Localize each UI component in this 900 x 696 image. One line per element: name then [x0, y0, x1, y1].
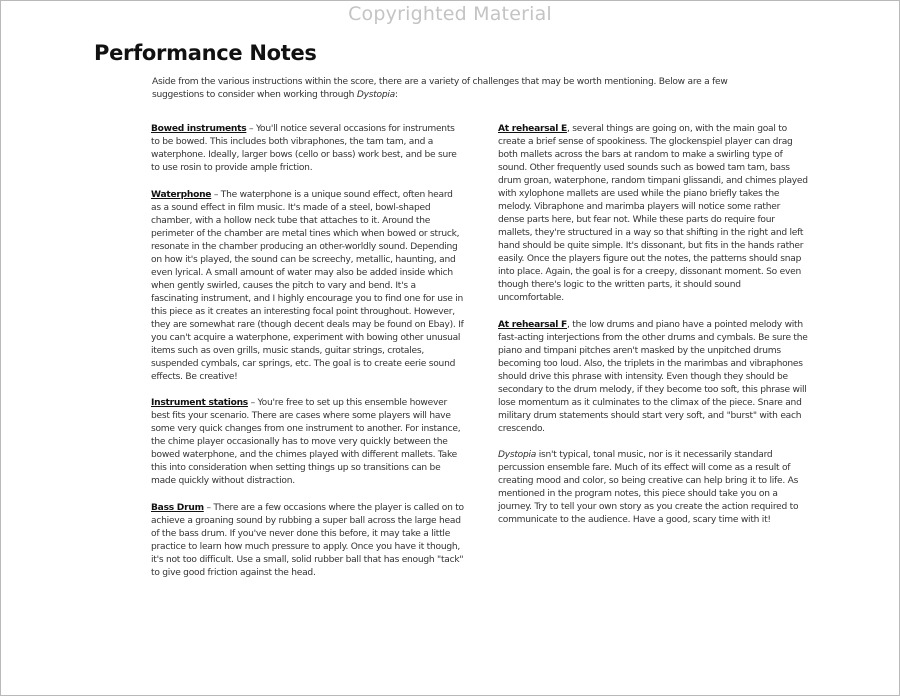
note-body: , several things are going on, with the main goal to create a brief sense of spookiness. The glockenspiel player can drag both mallets across the bars at random to make a swirling type of sound. Other frequently used sounds such as bowed tam tam, bass drum groan, waterphone, random timpani glissandi, and chimes played with xylophone mallets are used while the piano briefly takes the melody. Vibraphone and marimba players will notice some rather dense parts here, but fear not. While these parts do require four mallets, they're structured in a way so that shifting in the right and left hand should be quite simple. It's dissonant, but fits in the hands rather easily. Once the players figure out the notes, the patterns should snap into place. Again, the goal is for a creepy, dissonant moment. So even though there's logic to the written parts, it should sound uncomfortable.	[498, 124, 808, 303]
note-heading: At rehearsal F	[498, 319, 568, 330]
note-rehearsal-e	[498, 123, 808, 305]
note-bass-drum	[151, 502, 465, 580]
intro-text-end: :	[394, 90, 398, 100]
note-heading: Waterphone	[151, 189, 212, 200]
note-waterphone	[151, 189, 465, 384]
note-body: – The waterphone is a unique sound effect, often heard as a sound effect in film music. It's made of a steel, bowl-shaped chamber, with a hollow neck tube that attaches to it. Around the perimeter of the chamber are metal tines which when bowed or struck, resonate in the chamber producing an other-worldly sound. Depending on how it's played, the sound can be screechy, metallic, haunting, and even lyrical. A small amount of water may also be added inside which when gently swirled, causes the pitch to vary and bend. It's a fascinating instrument, and I highly encourage you to find one for use in this piece as it creates an interesting focal point throughout. However, they are somewhat rare (though decent deals may be found on Ebay). If you can't acquire a waterphone, experiment with bowing other unusual items such as oven grills, music stands, guitar strings, crotales, suspended cymbals, car springs, etc. The goal is to create eerie sound effects. Be creative!	[151, 189, 464, 382]
note-heading: Bass Drum	[151, 502, 204, 513]
copyright-watermark: Copyrighted Material	[348, 3, 552, 25]
note-closing	[498, 449, 808, 527]
intro-work-title: Dystopia	[356, 90, 395, 100]
note-rehearsal-f	[498, 319, 808, 436]
note-body: isn't typical, tonal music, nor is it necessarily standard percussion ensemble fare. Much of its effect will come as a result of creating mood and color, so being creative can help bring it to life. As mentioned in the program notes, this piece should take you on a journey. Try to tell your own story as you create the action required to communicate to the audience. Have a good, scary time with it!	[498, 450, 799, 525]
note-heading: Bowed instruments	[151, 124, 247, 134]
page-title: Performance Notes	[94, 41, 317, 65]
intro-paragraph	[152, 76, 764, 102]
note-heading: At rehearsal E	[498, 124, 568, 134]
closing-work-title: Dystopia	[498, 450, 537, 460]
note-bowed-instruments	[151, 123, 465, 175]
note-body: – There are a few occasions where the player is called on to achieve a groaning sound by rubbing a super ball across the large head of the bass drum. If you've never done this before, it may take a little practice to learn how much pressure to apply. Once you have it though, it's not too difficult. Use a small, solid rubber ball that has enough "tack" to give good friction against the head.	[151, 502, 464, 578]
right-column	[498, 123, 808, 541]
left-column	[151, 123, 465, 593]
note-heading: Instrument stations	[151, 398, 248, 408]
note-body: , the low drums and piano have a pointed melody with fast-acting interjections from the other drums and cymbals. Be sure the piano and timpani pitches aren't masked by the unpitched drums becoming too loud. Also, the triplets in the marimbas and vibraphones should drive this phrase with intensity. Even though they should be secondary to the drum melody, if they become too soft, this phrase will lose momentum as it culminates to the climax of the piece. Snare and military drum statements should start very soft, and "burst" with each crescendo.	[498, 319, 808, 434]
note-body: – You're free to set up this ensemble however best fits your scenario. There are cases where some players will have some very quick changes from one instrument to another. For instance, the chime player occasionally has to move very quickly between the bowed waterphone, and the chimes played with different mallets. Take this into consideration when setting things up so transitions can be made quickly without distraction.	[151, 398, 461, 486]
note-body: – You'll notice several occasions for instruments to be bowed. This includes both vibraphones, the tam tam, and a waterphone. Ideally, larger bows (cello or bass) work best, and be sure to use rosin to provide ample friction.	[151, 124, 457, 173]
intro-text: Aside from the various instructions within the score, there are a variety of challenges that may be worth mentioning. Below are a few suggestions to consider when working through	[152, 77, 728, 100]
note-instrument-stations	[151, 397, 465, 488]
